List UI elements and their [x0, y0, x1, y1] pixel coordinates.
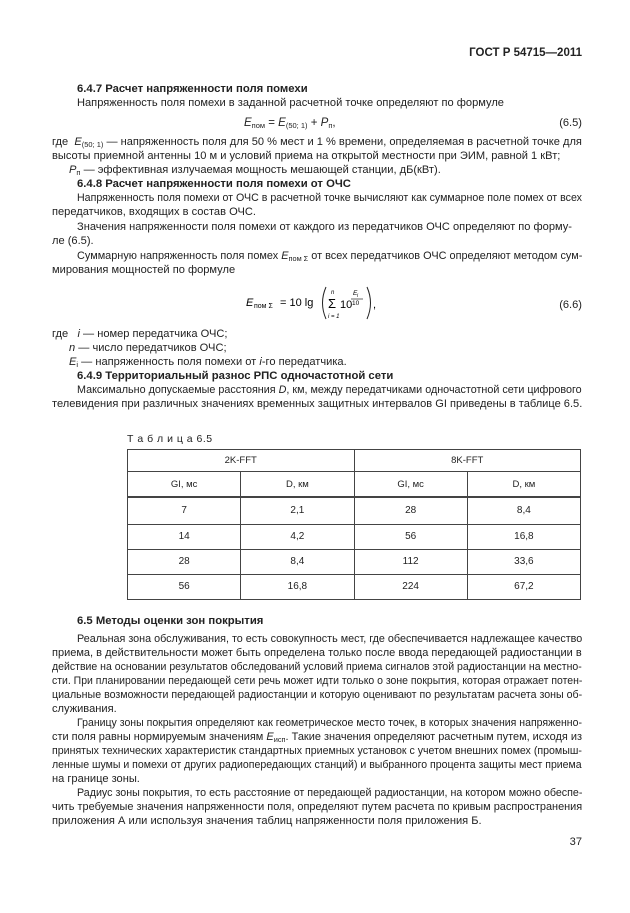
svg-text:10: 10 [340, 299, 353, 311]
heading-6-4-7: 6.4.7 Расчет напряженности поля помехи [77, 83, 308, 95]
heading-6-4-9: 6.4.9 Территориальный разнос РПС одночастотной сети [77, 370, 394, 382]
heading-6-4-8: 6.4.8 Расчет напряженности поля помехи от ОЧС [77, 178, 351, 190]
standard-header: ГОСТ Р 54715—2011 [469, 47, 582, 59]
table-cell: 7 [128, 497, 241, 524]
table-cell: 56 [354, 524, 467, 549]
paragraph-text: высоты приемной антенны 10 м и условий приема на открытой местности при ЭИМ, равной 1 кВт; [52, 150, 561, 162]
paragraph-text: на границе зоны. [52, 773, 140, 785]
paragraph-text: мирования мощностей по формуле [52, 264, 236, 276]
table-column-header: D, км [241, 472, 354, 498]
svg-text:n: n [331, 290, 335, 296]
paragraph-text: телевидения при различных значениях временных защитных интервалов GI приведены в таблице 6.5. [52, 398, 583, 410]
paragraph-text: Радиус зоны покрытия, то есть расстояние от передающей радиостанции, на котором можно обеспе- [77, 787, 583, 799]
table-cell: 14 [128, 524, 241, 549]
table-cell: 28 [354, 497, 467, 524]
paragraph-text: сти поля равны нормируемым значениям $E_{исп}$. Такие значения определяют расчетным путем, исходя из [52, 731, 582, 744]
table-cell: 8,4 [241, 549, 354, 574]
paragraph-text: действие на основании результатов обследований условий приема сигналов этой радиостанции на местно- [52, 661, 582, 673]
formula-number: (6.6) [559, 299, 582, 311]
paragraph-text: сти. При планировании передающей сети речь может идти только о зоне покрытия, которая отражает потен- [52, 675, 583, 687]
table-row [128, 549, 581, 574]
paragraph-text: принятых технических характеристик стандартных приемных установок с учетом внешних помех (промыш- [52, 745, 582, 757]
table-cell: 56 [128, 574, 241, 599]
where-line: где $E_{(50; 1)}$ — напряженность поля для 50 % мест и 1 % времени, определяемая в расчетной точке для [52, 136, 582, 149]
svg-text:i = 1: i = 1 [328, 314, 340, 320]
paragraph-text: ленные шумы и помехи от других радиопередающих станций) и выбранного процента защиты мест приема [52, 759, 582, 771]
table-group-header: 8K-FFT [354, 450, 581, 472]
table-cell: 112 [354, 549, 467, 574]
table-group-header: 2K-FFT [128, 450, 355, 472]
paragraph-text: Напряженность поля помехи от ОЧС в расчетной точке вычисляют как суммарное поле помех от всех [77, 192, 582, 204]
where-line: $P_п$ — эффективная излучаемая мощность мешающей станции, дБ(кВт). [69, 164, 441, 177]
svg-text:пом Σ: пом Σ [254, 303, 273, 310]
paragraph-text: чить требуемые значения напряженности поля, определяют путем расчета по кривым распространения [52, 801, 583, 813]
paragraph-text: Значения напряженности поля помехи от каждого из передатчиков ОЧС определяют по форму- [77, 221, 572, 233]
where-line: n — число передатчиков ОЧС; [69, 342, 227, 354]
paragraph-text: циальные возможности передающей радиостанции и которую оценивают по результатам расчета зоны об- [52, 689, 583, 701]
svg-text:,: , [373, 299, 377, 311]
paragraph-text: Максимально допускаемые расстояния D, км, между передатчиками одночастотной сети цифрового [77, 384, 582, 396]
paragraph-text: ле (6.5). [52, 235, 94, 247]
svg-text:i: i [357, 293, 359, 299]
table-column-header: GI, мс [128, 472, 241, 498]
paragraph-text: Реальная зона обслуживания, то есть совокупность мест, где обеспечивается надлежащее качество [77, 633, 583, 645]
table-row [128, 524, 581, 549]
heading-6-5: 6.5 Методы оценки зон покрытия [77, 615, 264, 627]
svg-text:E: E [353, 290, 358, 297]
paragraph-text: Напряженность поля помехи в заданной расчетной точке определяют по формуле [77, 97, 504, 109]
table-6-5 [127, 449, 581, 600]
paragraph-text: передатчиков, входящих в состав ОЧС. [52, 206, 256, 218]
table-cell: 16,8 [467, 524, 580, 549]
table-cell: 33,6 [467, 549, 580, 574]
table-caption: Т а б л и ц а 6.5 [127, 433, 213, 445]
table-cell: 16,8 [241, 574, 354, 599]
table-row [128, 574, 581, 599]
table-row [128, 497, 581, 524]
table-cell: 224 [354, 574, 467, 599]
paragraph-text: приложения А или используя значения таблиц напряженности поля приложения Б. [52, 815, 482, 827]
table-cell: 28 [128, 549, 241, 574]
where-line: где i — номер передатчика ОЧС; [52, 328, 228, 340]
paragraph-text: Суммарную напряженность поля помех $E_{пом \Sigma}$ от всех передатчиков ОЧС определяют методом сум- [77, 250, 583, 263]
svg-text:10: 10 [352, 300, 360, 307]
table-cell: 8,4 [467, 497, 580, 524]
paragraph-text: служивания. [52, 703, 117, 715]
where-line: $E_i$ — напряженность поля помехи от i-го передатчика. [69, 356, 347, 369]
page-number: 37 [569, 836, 582, 848]
svg-text:= 10 lg: = 10 lg [280, 297, 314, 309]
formula-6-5: $E_{пом} = E_{(50; 1)} + P_п$, [244, 117, 336, 130]
formula-number: (6.5) [559, 117, 582, 129]
table-cell: 4,2 [241, 524, 354, 549]
table-cell: 67,2 [467, 574, 580, 599]
table-cell: 2,1 [241, 497, 354, 524]
paragraph-text: Границу зоны покрытия определяют как геометрическое место точек, в которых значения напряженно- [77, 717, 583, 729]
svg-text:Σ: Σ [328, 296, 337, 311]
formula-6-6 [246, 283, 396, 323]
paragraph-text: приема, в действительности может быть определена только после ввода передающей радиостанции в [52, 647, 582, 659]
svg-text:E: E [246, 297, 254, 309]
table-column-header: GI, мс [354, 472, 467, 498]
table-column-header: D, км [467, 472, 580, 498]
